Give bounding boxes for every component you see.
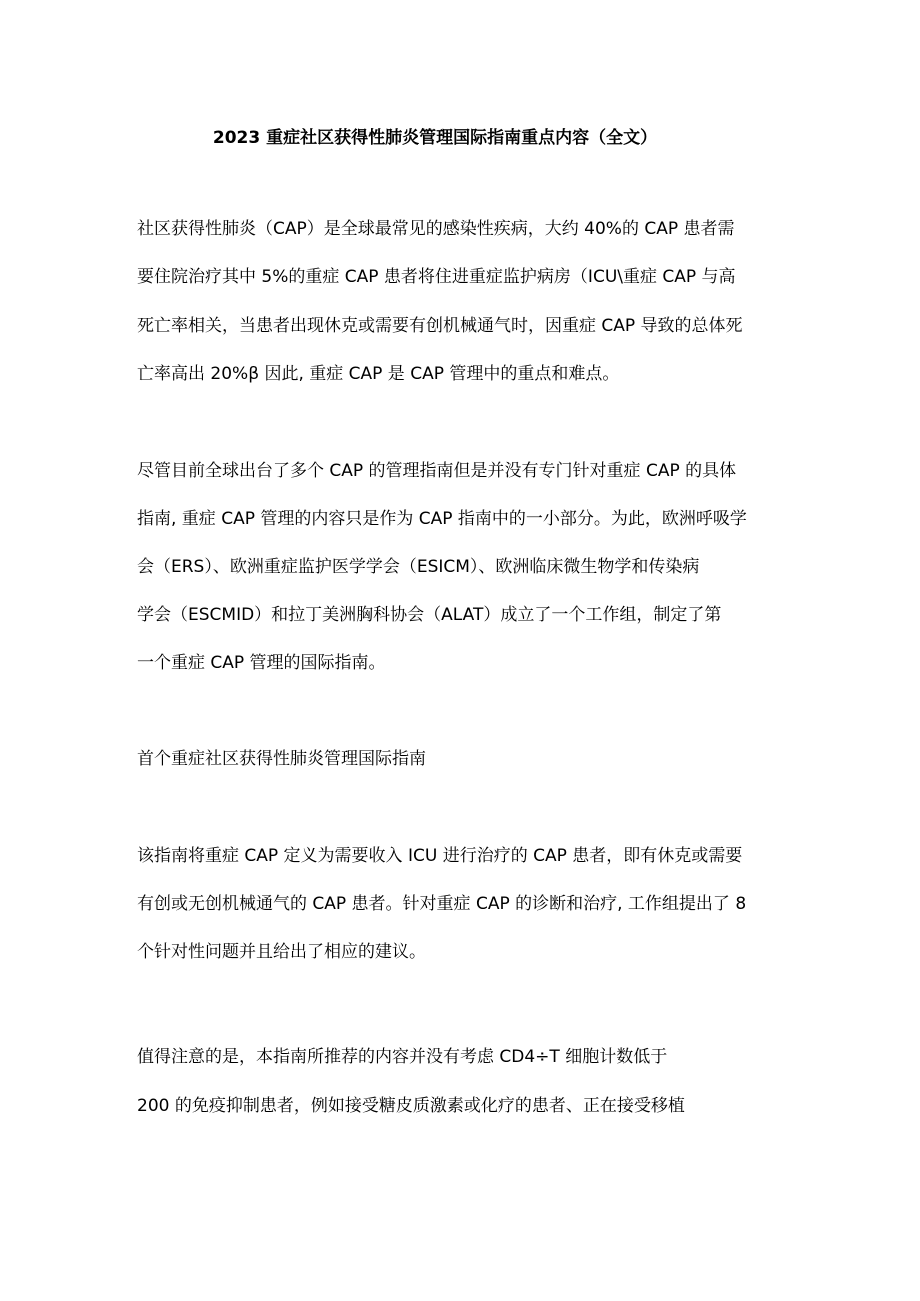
paragraph-2-line-5: 一个重症 CAP 管理的国际指南。 (137, 653, 386, 673)
paragraph-4-line-2: 200 的免疫抑制患者，例如接受糖皮质激素或化疗的患者、正在接受移植 (137, 1096, 685, 1116)
paragraph-2-line-4: 学会（ESCMID）和拉丁美洲胸科协会（ALAT）成立了一个工作组，制定了第 (137, 605, 722, 625)
paragraph-2-line-3: 会（ERS）、欧洲重症监护医学学会（ESICM）、欧洲临床微生物学和传染病 (137, 557, 700, 577)
section-subheading: 首个重症社区获得性肺炎管理国际指南 (137, 749, 426, 769)
paragraph-3-line-3: 个针对性问题并且给出了相应的建议。 (137, 942, 426, 962)
paragraph-2-line-1: 尽管目前全球出台了多个 CAP 的管理指南但是并没有专门针对重症 CAP 的具体 (137, 461, 737, 481)
document-title: 2023 重症社区获得性肺炎管理国际指南重点内容（全文） (212, 128, 658, 148)
paragraph-1-line-3: 死亡率相关，当患者出现休克或需要有创机械通气时，因重症 CAP 导致的总体死 (137, 316, 743, 336)
paragraph-3-line-1: 该指南将重症 CAP 定义为需要收入 ICU 进行治疗的 CAP 患者，即有休克或需要 (137, 846, 743, 866)
paragraph-3-line-2: 有创或无创机械通气的 CAP 患者。针对重症 CAP 的诊断和治疗, 工作组提出了 8 (137, 894, 747, 914)
paragraph-1-line-4: 亡率高出 20%β 因此, 重症 CAP 是 CAP 管理中的重点和难点。 (137, 364, 620, 384)
paragraph-1-line-2: 要住院治疗其中 5%的重症 CAP 患者将住进重症监护病房（ICU\重症 CAP 与高 (137, 267, 736, 287)
paragraph-1-line-1: 社区获得性肺炎（CAP）是全球最常见的感染性疾病，大约 40%的 CAP 患者需 (137, 219, 735, 239)
paragraph-2-line-2: 指南, 重症 CAP 管理的内容只是作为 CAP 指南中的一小部分。为此，欧洲呼吸学 (137, 509, 747, 529)
paragraph-4-line-1: 值得注意的是，本指南所推荐的内容并没有考虑 CD4÷T 细胞计数低于 (137, 1047, 668, 1067)
